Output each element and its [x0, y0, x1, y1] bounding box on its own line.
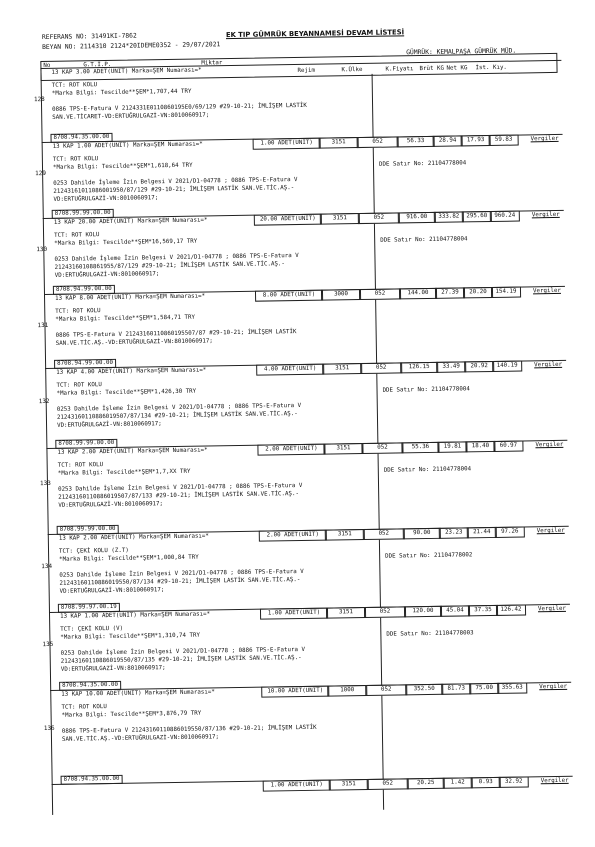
item-qty-cell: 20.00 ADET(UNIT)	[254, 214, 322, 226]
item-description-line: *Marka Bilgi: Tescilde**ŞEM*1,000,84 TRY	[59, 554, 199, 563]
item-kap-line: 13 KAP 3.00 ADET(UNIT) Marka=ŞEM Numarası=*	[51, 67, 202, 76]
item-net-cell: 18.40	[465, 441, 495, 452]
item-brut-cell: 45.04	[440, 605, 470, 616]
item-kap-line: 13 KAP 1.00 ADET(UNIT) Marka=ŞEM Numarası=*	[60, 611, 211, 620]
item-rejim-cell: 3151	[325, 529, 365, 541]
item-fiyat-cell: 56.33	[397, 136, 435, 148]
col-net: Net KG	[446, 65, 468, 72]
column-divider	[383, 790, 384, 810]
item-block	[36, 210, 565, 295]
item-brut-cell: 33.49	[436, 361, 466, 372]
item-ist-cell: 355.63	[497, 682, 527, 693]
column-divider	[380, 618, 382, 686]
item-description-line: *Marka Bilgi: Tescilde**ŞEM*1,707,44 TRY	[51, 88, 192, 97]
item-kap-line: 13 KAP 20.00 ADET(UNIT) Marka=ŞEM Numarası=*	[53, 217, 208, 226]
column-divider	[381, 696, 383, 780]
item-rejim-cell: 3000	[321, 289, 361, 301]
item-fiyat-cell: 90.00	[403, 528, 441, 540]
item-brut-cell: 19.81	[437, 441, 467, 452]
item-block	[37, 286, 566, 369]
item-description-line: 21243160110886019507/87/133 #29-10-21; İMLİŞEM LASTİK SAN.VE.TİC.AŞ.-	[58, 491, 300, 501]
item-description-line: 0253 Dahilde İşleme İzin Belgesi V 2021/D1-04778 ; 0886 TPS-E-Fatura V	[53, 177, 298, 187]
item-description-line: VD:ERTUĞRULGAZİ-VN:8010060917;	[57, 421, 162, 429]
item-description-line: VD:ERTUĞRULGAZİ-VN:8010060917;	[53, 195, 159, 203]
item-net-cell: 17.93	[461, 135, 491, 146]
item-description-line: 0253 Dahilde İşleme İzin Belgesi V 2021/D1-04778 ; 0886 TPS-E-Fatura V	[56, 402, 302, 413]
item-kap-line: 13 KAP 2.00 ADET(UNIT) Marka=ŞEM Numarası=*	[58, 533, 209, 542]
item-description-line: *Marka Bilgi: Tescilde**ŞEM*1,618,64 TRY	[52, 162, 193, 171]
item-gtip-code: 8708.94.35.00.00	[61, 775, 123, 785]
item-rejim-cell: 3151	[329, 779, 369, 791]
item-ist-cell: 126.42	[496, 604, 526, 615]
item-description-line: TCT: ROT KOLU	[52, 156, 99, 163]
item-row-number: 136	[43, 724, 55, 733]
item-ist-cell: 140.19	[492, 361, 522, 372]
item-tax-label: Vergiler	[532, 287, 561, 295]
item-kap-line: 13 KAP 4.00 ADET(UNIT) Marka=ŞEM Numarası=*	[56, 367, 207, 376]
item-net-cell: 20.92	[464, 361, 494, 372]
item-block	[38, 360, 567, 449]
item-brut-cell: 1.42	[443, 777, 473, 788]
column-divider	[375, 300, 377, 364]
item-dde-line: DDE Satır No: 21104778004	[378, 160, 467, 168]
page-title: EK TIP GÜMRÜK BEYANNAMESİ DEVAM LİSTESİ	[225, 28, 405, 40]
item-ulke-cell: 052	[367, 778, 409, 790]
item-dde-line: DDE Satır No: 21104778004	[380, 236, 468, 244]
item-description-line: VD:ERTUĞRULGAZİ-VN:8010060917;	[60, 665, 166, 673]
item-kap-line: 13 KAP 1.00 ADET(UNIT) Marka=ŞEM Numarası=*	[52, 141, 203, 150]
item-description-line: 21243160110886019550/87/135 #29-10-21; İMLİŞEM LASTİK SAN.VE.TİC.AŞ.-	[60, 655, 302, 665]
item-net-cell: 295.60	[462, 211, 492, 222]
item-kap-line: 13 KAP 8.00 ADET(UNIT) Marka=ŞEM Numarası=*	[55, 293, 206, 302]
item-net-cell: 75.00	[469, 683, 499, 694]
item-kap-line: 13 KAP 2.00 ADET(UNIT) Marka=ŞEM Numarası=*	[57, 447, 208, 456]
column-divider	[376, 374, 378, 444]
item-description-line: TCT: ROT KOLU	[54, 232, 100, 239]
item-row-number: 134	[41, 562, 53, 571]
item-ist-cell: 960.24	[490, 211, 520, 222]
item-block	[33, 60, 562, 143]
item-description-line: 0253 Dahilde İşleme İzin Belgesi V 2021/D1-04778 ; 0886 TPS-E-Fatura V	[54, 252, 299, 263]
column-divider	[373, 148, 375, 214]
item-brut-cell: 27.39	[435, 287, 465, 298]
item-rejim-cell: 3151	[319, 137, 359, 149]
column-divider	[378, 454, 380, 530]
item-description-line: TCT: ROT KOLU	[56, 382, 102, 389]
item-description-line: TCT: ROT KOLU	[57, 462, 104, 469]
item-fiyat-cell: 144.00	[399, 288, 437, 300]
column-divider	[379, 540, 381, 608]
item-gtip-code: 8708.94.35.00.00	[50, 133, 112, 143]
item-description-line: VD:ERTUĞRULGAZİ-VN:8010060917;	[59, 587, 165, 595]
item-rejim-cell: 3151	[326, 607, 366, 619]
item-block	[39, 440, 568, 535]
item-qty-cell: 4.00 ADET(UNIT)	[256, 364, 324, 376]
item-description-line: *Marka Bilgi: Tescilde**ŞEM*1,310,74 TRY	[60, 632, 201, 641]
item-qty-cell: 1.00 ADET(UNIT)	[260, 608, 328, 620]
customs-office: GÜMRÜK: KEMALPAŞA GÜMRÜK MÜD.	[406, 47, 517, 57]
item-fiyat-cell: 55.36	[401, 442, 439, 454]
item-description-line: SAN.VE.TİC.AŞ.-VD:ERTUĞRULGAZİ-VN:8010060917;	[55, 338, 213, 347]
item-kap-line: 13 KAP 10.00 ADET(UNIT) Marka=ŞEM Numarası=*	[61, 689, 215, 698]
item-description-line: TCT: ÇEKİ KOLU (V)	[60, 625, 124, 633]
col-rejim: Rejim	[297, 67, 316, 74]
item-ist-cell: 32.92	[499, 776, 529, 787]
item-ulke-cell: 052	[363, 528, 405, 540]
item-tax-label: Vergiler	[536, 527, 565, 535]
item-row-number: 135	[42, 640, 54, 649]
item-qty-cell: 1.00 ADET(UNIT)	[253, 138, 321, 150]
item-tax-label: Vergiler	[537, 605, 566, 613]
item-ulke-cell: 052	[359, 288, 401, 300]
item-ulke-cell: 052	[360, 362, 402, 374]
item-description-line: TCT: ROT KOLU	[61, 704, 107, 711]
item-net-cell: 21.44	[467, 527, 497, 538]
item-gtip-code: 8708.99.99.00.00	[52, 209, 114, 219]
item-ulke-cell: 052	[364, 606, 406, 618]
item-ulke-cell: 052	[365, 684, 407, 696]
item-qty-cell: 2.00 ADET(UNIT)	[259, 530, 327, 542]
item-qty-cell: 10.00 ADET(UNIT)	[261, 686, 329, 698]
item-gtip-code: 8708.94.35.00.00	[59, 681, 121, 691]
item-rejim-cell: 1000	[327, 685, 367, 697]
col-k-ulke: K.Ülke	[341, 66, 363, 74]
item-description-line: 0253 Dahilde İşleme İzin Belgesi V 2021/D1-04778 ; 0886 TPS-E-Fatura V	[60, 646, 305, 657]
item-dde-line: DDE Satır No: 21104778002	[385, 552, 473, 560]
item-row-number: 133	[39, 479, 51, 488]
item-row-number: 132	[38, 397, 50, 406]
item-description-line: *Marka Bilgi: Tescilde**ŞEM*1,584,71 TRY	[55, 314, 196, 323]
col-no: No	[43, 62, 51, 69]
item-rejim-cell: 3151	[322, 363, 362, 375]
item-description-line: 0253 Dahilde İşleme İzin Belgesi V 2021/D1-04778 ; 0886 TPS-E-Fatura V	[58, 482, 303, 493]
item-brut-cell: 23.23	[439, 527, 469, 538]
item-block	[41, 526, 570, 613]
item-qty-cell: 8.00 ADET(UNIT)	[255, 290, 323, 302]
item-brut-cell: 81.73	[441, 683, 471, 694]
item-description-line: VD:ERTUĞRULGAZİ-VN:8010060917;	[54, 271, 160, 279]
item-qty-cell: 1.00 ADET(UNIT)	[263, 780, 331, 792]
item-description-line: VD:ERTUĞRULGAZİ-VN:8010060917;	[58, 501, 164, 509]
item-tax-label: Vergiler	[531, 211, 560, 219]
item-description-line: 21243160110886019507/87/134 #29-10-21; İMLİŞEM LASTİK SAN.VE.TİC.AŞ.-	[56, 411, 298, 421]
item-qty-cell: 2.00 ADET(UNIT)	[257, 444, 325, 456]
item-ist-cell: 60.97	[493, 440, 523, 451]
item-fiyat-cell: 120.00	[404, 606, 442, 618]
item-gtip-code: 8708.99.97.00.19	[58, 603, 120, 613]
reference-number: REFERANS NO: 31491KI-7862	[41, 32, 137, 42]
item-description-line: TCT: ROT KOLU	[51, 82, 98, 89]
col-miktar: Miktar	[201, 60, 223, 67]
item-gtip-code: 8708.99.99.00.00	[55, 439, 117, 449]
item-block	[42, 604, 571, 691]
column-divider	[372, 74, 374, 138]
item-ulke-cell: 052	[357, 136, 399, 148]
item-description-line: 21243160110886019550/87/134 #29-10-21; İMLİŞEM LASTİK SAN.VE.TİC.AŞ.-	[59, 577, 301, 587]
item-net-cell: 0.93	[471, 777, 501, 788]
item-brut-cell: 333.82	[434, 211, 464, 222]
item-tax-label: Vergiler	[535, 441, 564, 449]
item-row-number: 130	[36, 245, 48, 254]
item-description-line: 0886 TPS-E-Fatura V 21243160110886019550/87/136 #29-10-21; İMLİŞEM LASTİK	[61, 724, 317, 735]
item-block	[43, 682, 572, 785]
item-description-line: 0886 TPS-E-Fatura V 21243160110860195507/87 #29-10-21; İMLİŞEM LASTİK	[55, 329, 297, 339]
item-description-line: SAN.VE.TİC.AŞ.-VD:ERTUĞRULGAZİ-VN:8010060917;	[61, 734, 220, 743]
item-ist-cell: 154.19	[491, 287, 521, 298]
item-ulke-cell: 052	[361, 442, 403, 454]
col-brut: Brüt KG	[419, 65, 444, 73]
item-row-number: 129	[35, 169, 46, 178]
item-description-line: 0253 Dahilde İşleme İzin Belgesi V 2021/D1-04778 ; 0886 TPS-E-Fatura V	[59, 568, 304, 579]
column-divider	[374, 224, 376, 290]
item-fiyat-cell: 352.50	[405, 684, 443, 696]
item-description-line: *Marka Bilgi: Tescilde**ŞEM*16,569,17 TRY	[54, 238, 198, 247]
item-row-number: 131	[37, 321, 49, 330]
item-fiyat-cell: 916.00	[398, 212, 436, 224]
item-tax-label: Vergiler	[530, 135, 559, 143]
item-ulke-cell: 052	[358, 212, 400, 224]
item-description-line: *Marka Bilgi: Tescilde**ŞEM*1,7,XX TRY	[57, 468, 191, 477]
item-description-line: 21243161011086001950/87/129 #29-10-21; İMLİŞEM LASTİK SAN.VE.TİC.AŞ.-	[53, 185, 295, 195]
item-net-cell: 37.35	[468, 605, 498, 616]
item-description-line: SAN.VE.TİCARET-VD:ERTUĞRULGAZİ-VN:8010060917;	[52, 112, 210, 121]
item-description-line: 21243160108861955/87/129 #29-10-21; İMLİŞEM LASTİK SAN.VE.TİC.AŞ.-	[54, 261, 285, 271]
item-fiyat-cell: 20.25	[407, 778, 445, 790]
item-gtip-code: 8708.94.99.00.00	[53, 285, 115, 295]
item-brut-cell: 28.94	[433, 135, 463, 146]
item-row-number: 128	[33, 95, 45, 104]
item-net-cell: 20.20	[463, 287, 493, 298]
item-description-line: 0886 TPS-E-Fatura V 2124331E0110860195E0/69/129 #29-10-21; İMLİŞEM LASTİK	[52, 102, 307, 113]
item-description-line: *Marka Bilgi: Tescilde**ŞEM*3,876,79 TRY	[61, 710, 202, 719]
item-gtip-code: 8708.94.99.00.00	[54, 359, 116, 369]
item-gtip-code: 8708.99.99.00.00	[57, 525, 119, 535]
item-tax-label: Vergiler	[540, 777, 569, 785]
item-dde-line: DDE Satır No: 21104778004	[383, 466, 472, 474]
col-k-fiyati: K.Fiyatı	[385, 66, 414, 73]
item-description-line: TCT: ROT KOLU	[55, 308, 101, 315]
item-dde-line: DDE Satır No: 21104778003	[386, 630, 474, 638]
item-fiyat-cell: 126.15	[400, 362, 438, 374]
item-tax-label: Vergiler	[539, 683, 568, 691]
item-block	[35, 134, 564, 219]
item-ist-cell: 97.26	[495, 526, 525, 537]
col-gtip: G.T.İ.P.	[83, 61, 112, 69]
item-dde-line: DDE Satır No: 21104778004	[382, 386, 470, 394]
item-ist-cell: 59.83	[489, 135, 519, 146]
col-ist: İst. Kıy.	[475, 64, 507, 72]
item-rejim-cell: 3151	[323, 443, 363, 455]
item-description-line: *Marka Bilgi: Tescilde**ŞEM*1,426,30 TRY	[56, 388, 197, 397]
declaration-number: BEYAN NO: 2114310 2124*20IDEME0352 - 29/07/2021	[42, 41, 221, 52]
item-tax-label: Vergiler	[534, 361, 563, 369]
item-rejim-cell: 3151	[320, 213, 360, 225]
item-description-line: TCT: ÇEKİ KOLU (Z.T)	[58, 547, 129, 555]
